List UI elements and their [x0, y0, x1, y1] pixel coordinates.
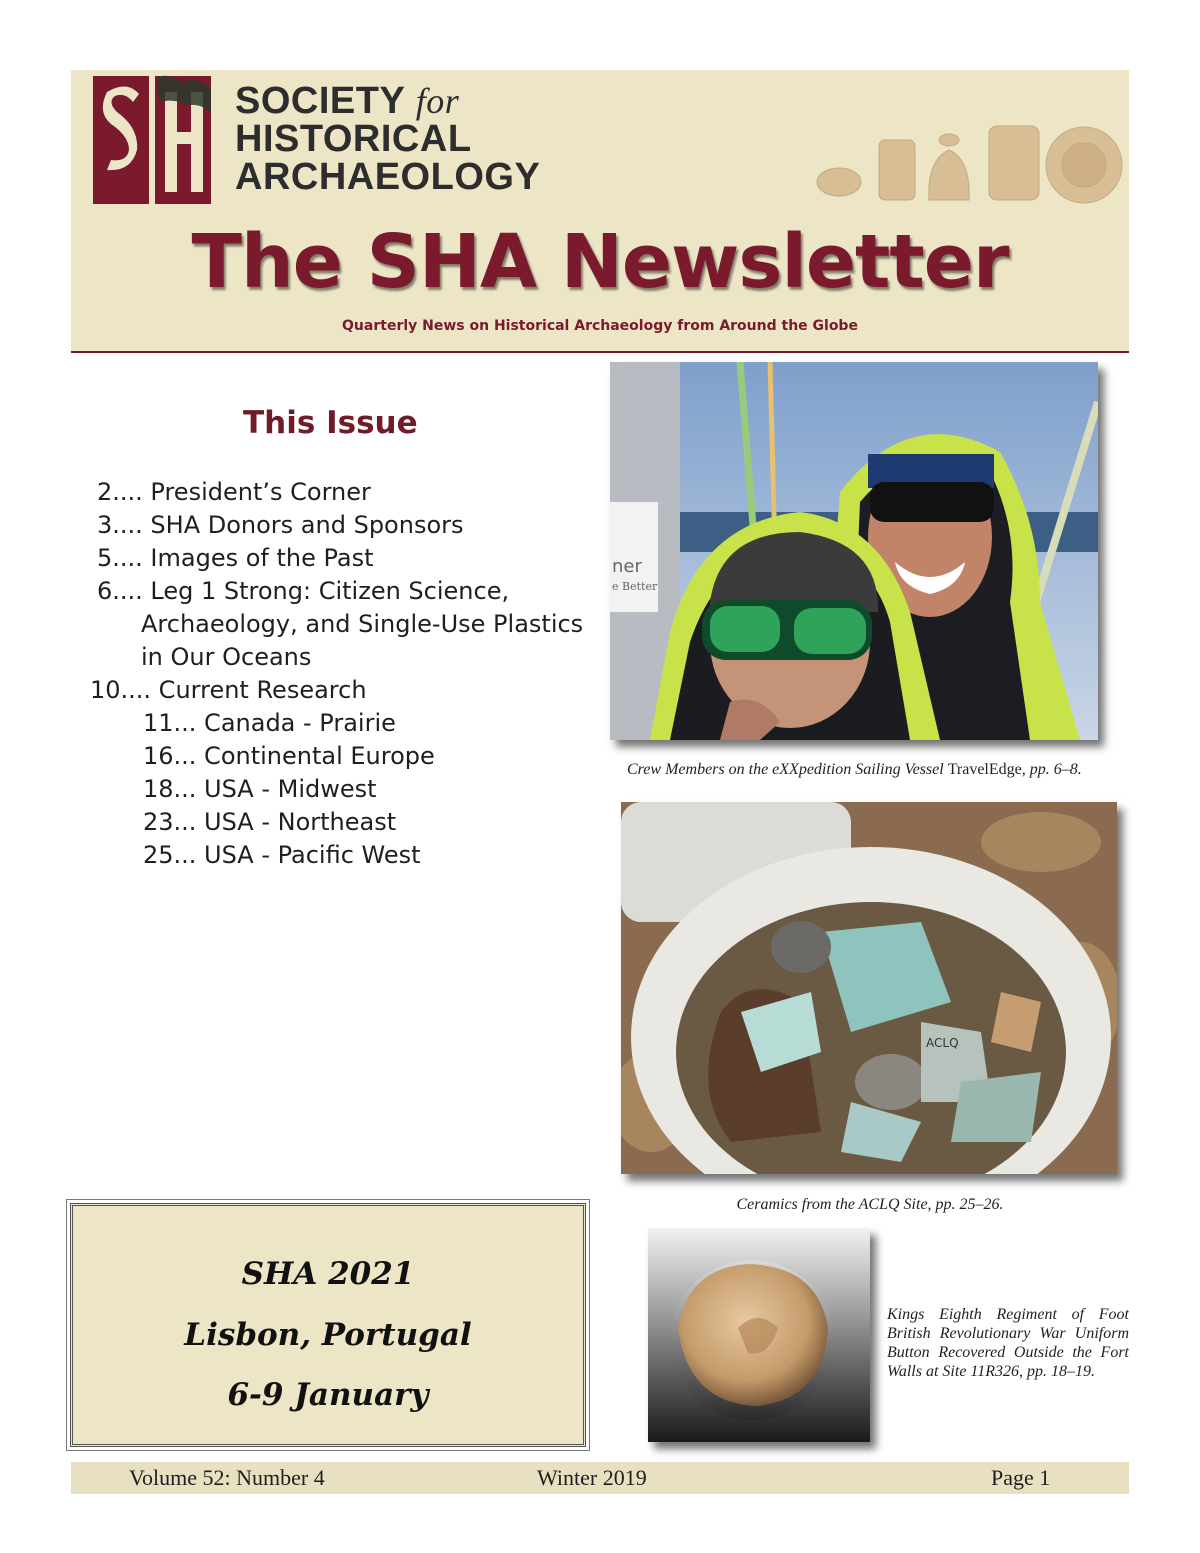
- artifacts-illustration: [799, 110, 1129, 220]
- conference-box: [70, 1203, 586, 1447]
- sign-text: e Better: [612, 580, 658, 593]
- society-archaeology: ARCHAEOLOGY: [235, 156, 541, 198]
- toc-item: 10.... Current Research: [90, 676, 367, 704]
- toc-subitem: 11... Canada - Prairie: [143, 709, 396, 737]
- toc-subitem: 23... USA - Northeast: [143, 808, 397, 836]
- button-artifact-photo: [648, 1228, 870, 1442]
- society-historical: HISTORICAL: [235, 118, 472, 160]
- toc-item: 5.... Images of the Past: [97, 544, 374, 572]
- toc-subitem: 18... USA - Midwest: [143, 775, 377, 803]
- crew-photo: [610, 362, 1098, 740]
- sha-logo: [87, 72, 217, 208]
- vessel-name: TravelEdge: [947, 761, 1022, 778]
- toc-item-continuation: Archaeology, and Single-Use Plastics: [141, 610, 584, 638]
- caption-text: Crew Members on the eXXpedition Sailing Vessel: [627, 761, 948, 778]
- logo-letters: SHA: [152, 204, 155, 205]
- ceramics-photo-caption: Ceramics from the ACLQ Site, pp. 25–26.: [736, 1196, 1004, 1213]
- masthead: [71, 70, 1129, 353]
- page-number: Page 1: [991, 1465, 1051, 1490]
- button-photo-caption: Kings Eighth Regiment of Foot British Revolutionary War Uniform Button Recovered Outside the Fort Walls at Site 11R326, pp. 18–19.: [887, 1306, 1129, 1380]
- ceramics-photo: [621, 802, 1117, 1174]
- conference-location: Lisbon, Portugal: [184, 1317, 472, 1353]
- sign-text: ner: [612, 556, 642, 577]
- society-word: SOCIETY: [235, 80, 405, 122]
- newsletter-title: The SHA Newsletter: [191, 219, 1009, 305]
- conference-dates: 6-9 January: [227, 1377, 429, 1413]
- toc-subitem: 25... USA - Pacific West: [143, 841, 421, 869]
- conference-name: SHA 2021: [241, 1256, 415, 1292]
- society-for: for: [415, 81, 460, 121]
- page-footer: [71, 1462, 1129, 1494]
- volume-number: Volume 52: Number 4: [129, 1465, 325, 1490]
- table-of-contents: [0, 476, 600, 872]
- society-name: [235, 82, 540, 196]
- tagline: Quarterly News on Historical Archaeology from Around the Globe: [342, 318, 858, 334]
- artifact-tag-text: ACLQ: [926, 1036, 959, 1050]
- toc-item: 6.... Leg 1 Strong: Citizen Science,: [97, 577, 510, 605]
- toc-subitem: 16... Continental Europe: [143, 742, 435, 770]
- toc-item: 2.... President’s Corner: [97, 478, 371, 506]
- toc-item-continuation: in Our Oceans: [141, 643, 312, 671]
- this-issue-heading: This Issue: [243, 405, 418, 441]
- crew-photo-caption: [627, 760, 1099, 779]
- issue-season: Winter 2019: [537, 1465, 647, 1490]
- toc-item: 3.... SHA Donors and Sponsors: [97, 511, 464, 539]
- caption-pages: , pp. 6–8.: [1021, 761, 1082, 778]
